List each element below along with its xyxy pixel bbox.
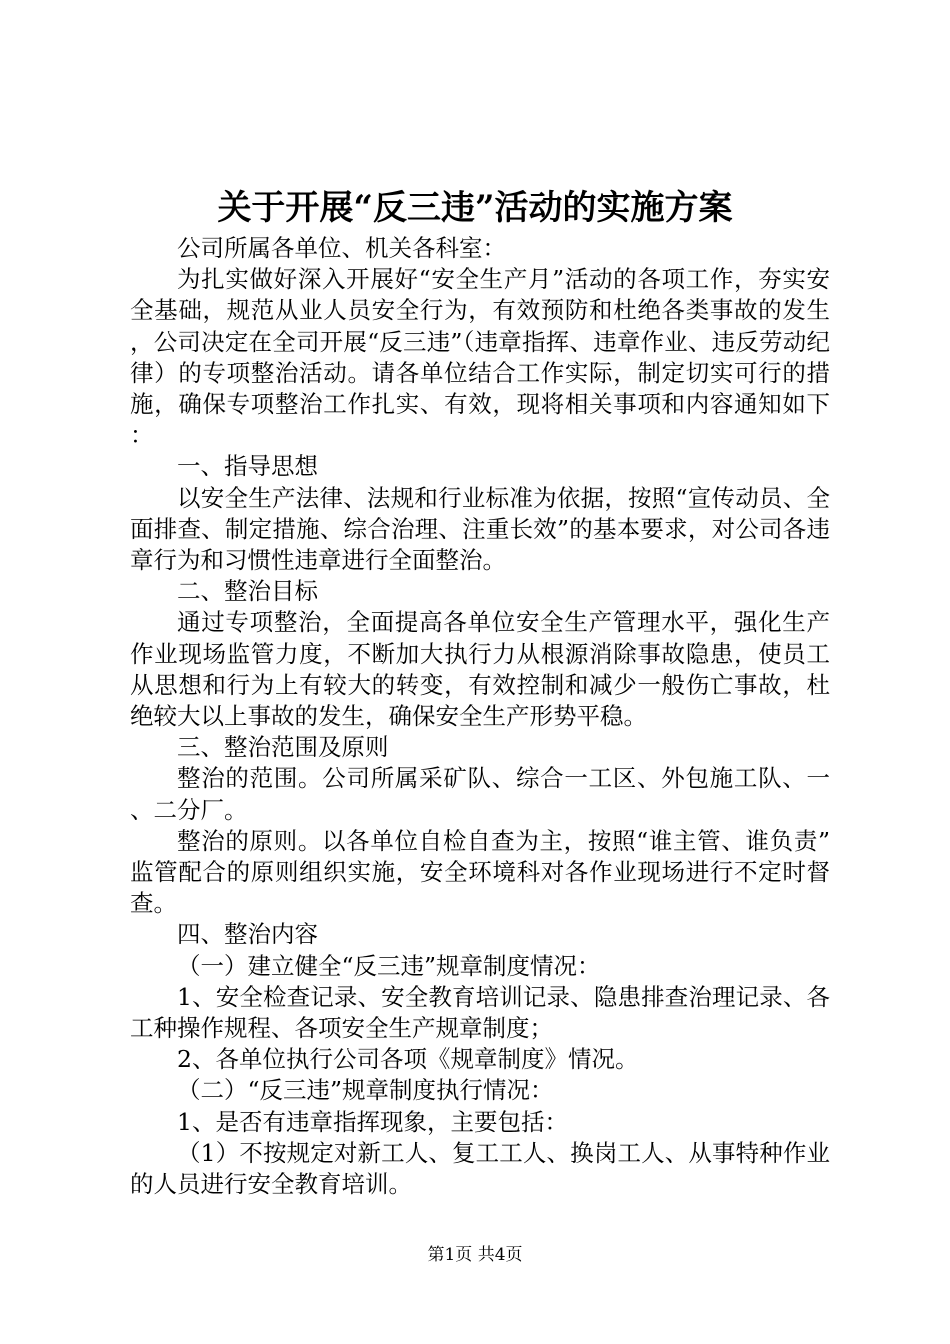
subsection-heading-execution: （二）“反三违”规章制度执行情况： [177, 1076, 554, 1105]
list-item-violation-command: 1、是否有违章指挥现象，主要包括： [177, 1107, 568, 1136]
intro-paragraph: 为扎实做好深入开展好“安全生产月”活动的各项工作，夯实安全基础，规范从业人员安全行为，有效预防和杜绝各类事故的发生，公司决定在全司开展“反三违”（违章指挥、违章作业、违反劳动纪律）的专项整治活动。请各单位结合工作实际，制定切实可行的措施，确保专项整治工作扎实、有效，现将相关事项和内容通知如下： [130, 265, 830, 450]
document-body [130, 233, 830, 1200]
section-heading-scope: 三、整治范围及原则 [177, 733, 389, 762]
section-heading-content: 四、整治内容 [177, 920, 318, 949]
section-heading-guiding-ideology: 一、指导思想 [177, 452, 318, 481]
guiding-ideology-paragraph: 以安全生产法律、法规和行业标准为依据，按照“宣传动员、全面排查、制定措施、综合治理、注重长效”的基本要求，对公司各违章行为和习惯性违章进行全面整治。 [130, 483, 830, 575]
list-item-1: 1、安全检查记录、安全教育培训记录、隐患排查治理记录、各工种操作规程、各项安全生产规章制度； [130, 982, 830, 1043]
document-title: 关于开展“反三违”活动的实施方案 [217, 188, 733, 228]
principles-paragraph: 整治的原则。以各单位自检自查为主，按照“谁主管、谁负责”监管配合的原则组织实施，安全环境科对各作业现场进行不定时督查。 [130, 826, 830, 918]
subsection-heading-rules: （一）建立健全“反三违”规章制度情况： [177, 951, 601, 980]
salutation-paragraph: 公司所属各单位、机关各科室： [177, 234, 506, 262]
goals-paragraph: 通过专项整治，全面提高各单位安全生产管理水平，强化生产作业现场监管力度，不断加大执行力从根源消除事故隐患，使员工从思想和行为上有较大的转变，有效控制和减少一般伤亡事故，杜绝较大以上事故的发生，确保安全生产形势平稳。 [130, 608, 830, 731]
list-item-2: 2、各单位执行公司各项《规章制度》情况。 [177, 1045, 639, 1074]
section-heading-goals: 二、整治目标 [177, 577, 318, 606]
list-item-training: （1）不按规定对新工人、复工工人、换岗工人、从事特种作业的人员进行安全教育培训。 [130, 1138, 830, 1199]
page-number-footer: 第1页 共4页 [427, 1245, 523, 1265]
scope-paragraph: 整治的范围。公司所属采矿队、综合一工区、外包施工队、一、二分厂。 [130, 764, 830, 824]
